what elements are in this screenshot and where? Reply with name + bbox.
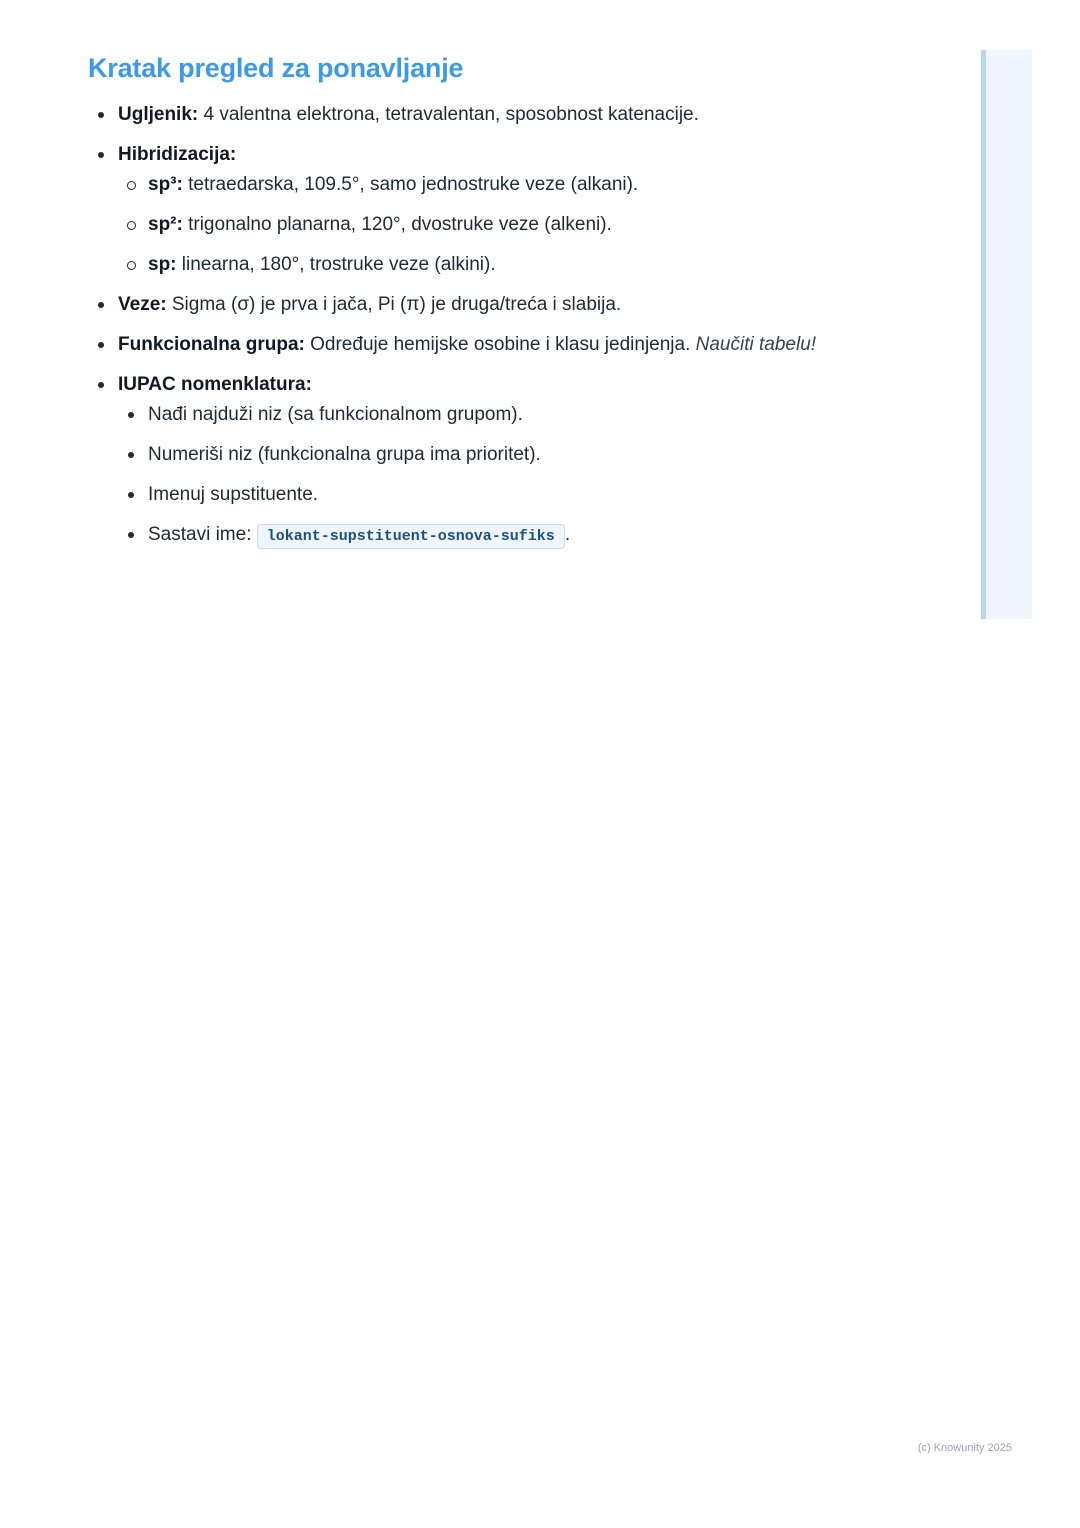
side-panel — [981, 50, 1032, 619]
item-label: Funkcionalna grupa: — [118, 334, 305, 355]
item-label: sp²: — [148, 214, 183, 235]
document-content — [88, 50, 958, 562]
item-label: IUPAC nomenklatura: — [118, 374, 312, 395]
item-text: Sastavi ime: — [148, 524, 257, 545]
list-item-hibridizacija — [118, 140, 958, 280]
item-label: Ugljenik: — [118, 104, 199, 125]
summary-list — [88, 100, 958, 552]
item-label: Hibridizacija: — [118, 144, 237, 165]
sublist-item: Nađi najduži niz (sa funkcionalnom grupom). — [148, 400, 958, 430]
sublist-item-sp2 — [148, 210, 958, 240]
item-text: 4 valentna elektrona, tetravalentan, sposobnost katenacije. — [198, 104, 699, 125]
sublist-item-sp3 — [148, 170, 958, 200]
item-emphasis: Naučiti tabelu! — [695, 334, 817, 355]
name-pattern-code: lokant-supstituent-osnova-sufiks — [257, 524, 565, 549]
list-item-veze — [118, 290, 958, 320]
copyright-footer: (c) Knowunity 2025 — [917, 1442, 1012, 1454]
sublist-item-sp — [148, 250, 958, 280]
hibridizacija-sublist — [118, 170, 958, 280]
item-label: Veze: — [118, 294, 167, 315]
page-title: Kratak pregled za ponavljanje — [88, 53, 464, 83]
list-item-funkcionalna-grupa — [118, 330, 958, 360]
sublist-item-sastavi-ime — [148, 520, 958, 552]
sublist-item: Imenuj supstituente. — [148, 480, 958, 510]
item-text: linearna, 180°, trostruke veze (alkini). — [176, 254, 496, 275]
list-item-ugljenik — [118, 100, 958, 130]
item-text: Sigma (σ) je prva i jača, Pi (π) je druga/treća i slabija. — [166, 294, 622, 315]
item-text: tetraedarska, 109.5°, samo jednostruke veze (alkani). — [182, 174, 639, 195]
list-item-iupac — [118, 370, 958, 552]
item-text: . — [564, 524, 571, 545]
item-text: trigonalno planarna, 120°, dvostruke veze (alkeni). — [182, 214, 612, 235]
item-text: Određuje hemijske osobine i klasu jedinjenja. — [304, 334, 696, 355]
item-label: sp: — [148, 254, 177, 275]
sublist-item: Numeriši niz (funkcionalna grupa ima prioritet). — [148, 440, 958, 470]
item-label: sp³: — [148, 174, 183, 195]
iupac-sublist — [118, 400, 958, 552]
